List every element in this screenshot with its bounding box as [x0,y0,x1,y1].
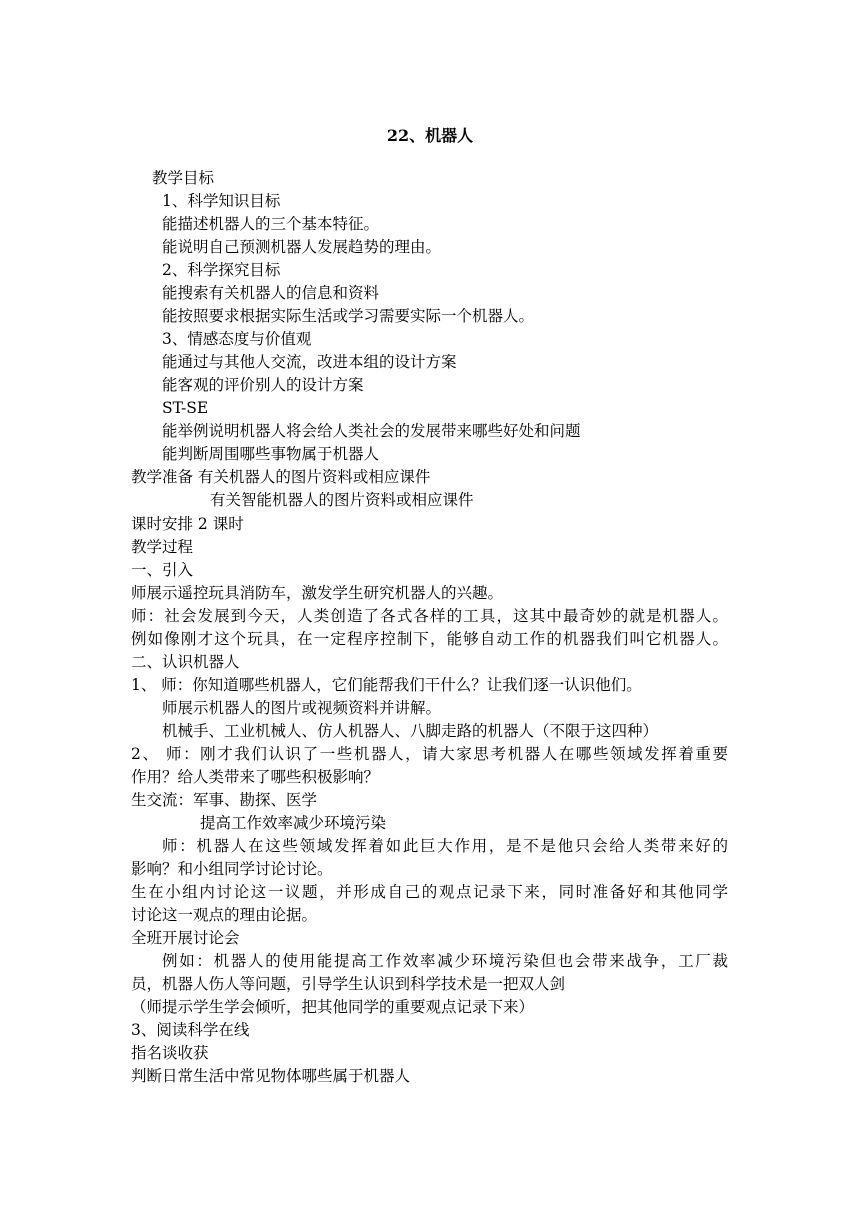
intro-line: 师：社会发展到今天，人类创造了各式各样的工具，这其中最奇妙的就是机器人。 [131,607,728,625]
attitude-item: 能客观的评价别人的设计方案 [162,376,364,394]
objectives-heading: 教学目标 [152,169,215,187]
understand-line: 讨论这一观点的理由论据。 [131,906,318,924]
schedule-line: 课时安排 2 课时 [131,515,244,533]
document-title: 22、机器人 [386,126,474,145]
preparation-line: 有关智能机器人的图片资料或相应课件 [210,491,474,509]
intro-line: 师展示遥控玩具消防车，激发学生研究机器人的兴趣。 [131,584,504,602]
stse-heading: ST-SE [162,399,209,417]
knowledge-heading: 1、科学知识目标 [162,192,281,210]
inquiry-item: 能搜索有关机器人的信息和资料 [162,284,380,302]
process-heading: 教学过程 [131,538,194,556]
preparation-line: 教学准备 有关机器人的图片资料或相应课件 [131,468,431,486]
understand-line: 员，机器人伤人等问题，引导学生认识到科学技术是一把双人剑 [131,975,566,993]
knowledge-item: 能描述机器人的三个基本特征。 [162,215,380,233]
understand-line: 作用？给人类带来了哪些积极影响？ [131,768,380,786]
stse-item: 能判断周围哪些事物属于机器人 [162,445,380,463]
knowledge-item: 能说明自己预测机器人发展趋势的理由。 [162,238,442,256]
understand-line: 1、 师：你知道哪些机器人，它们能帮我们干什么？让我们逐一认识他们。 [131,676,642,694]
understand-line: 机械手、工业机械人、仿人机器人、八脚走路的机器人（不限于这四种） [162,722,659,740]
understand-line: 全班开展讨论会 [131,929,240,947]
intro-heading: 一、引入 [131,561,194,579]
understand-line: 生在小组内讨论这一议题，并形成自己的观点记录下来，同时准备好和其他同学 [131,883,728,901]
attitude-item: 能通过与其他人交流，改进本组的设计方案 [162,353,457,371]
understand-line: 指名谈收获 [131,1044,209,1062]
understand-line: 影响？和小组同学讨论讨论。 [131,860,333,878]
inquiry-item: 能按照要求根据实际生活或学习需要实际一个机器人。 [162,307,535,325]
inquiry-heading: 2、科学探究目标 [162,261,281,279]
intro-line: 例如像刚才这个玩具，在一定程序控制下，能够自动工作的机器我们叫它机器人。 [131,630,728,648]
understand-line: 3、阅读科学在线 [131,1021,250,1039]
understand-line: 2、 师：刚才我们认识了一些机器人，请大家思考机器人在哪些领域发挥着重要 [131,745,728,763]
stse-item: 能举例说明机器人将会给人类社会的发展带来哪些好处和问题 [162,422,581,440]
understand-line: 师：机器人在这些领域发挥着如此巨大作用，是不是他只会给人类带来好的 [162,837,728,855]
understand-line: （师提示学生学会倾听，把其他同学的重要观点记录下来） [131,998,535,1016]
attitude-heading: 3、情感态度与价值观 [162,330,312,348]
understand-heading: 二、认识机器人 [131,653,240,671]
understand-line: 判断日常生活中常见物体哪些属于机器人 [131,1067,411,1085]
understand-line: 例如：机器人的使用能提高工作效率减少环境污染但也会带来战争，工厂裁 [162,952,728,970]
understand-line: 师展示机器人的图片或视频资料并讲解。 [162,699,442,717]
understand-line: 提高工作效率减少环境污染 [200,814,387,832]
understand-line: 生交流：军事、勘探、医学 [131,791,318,809]
